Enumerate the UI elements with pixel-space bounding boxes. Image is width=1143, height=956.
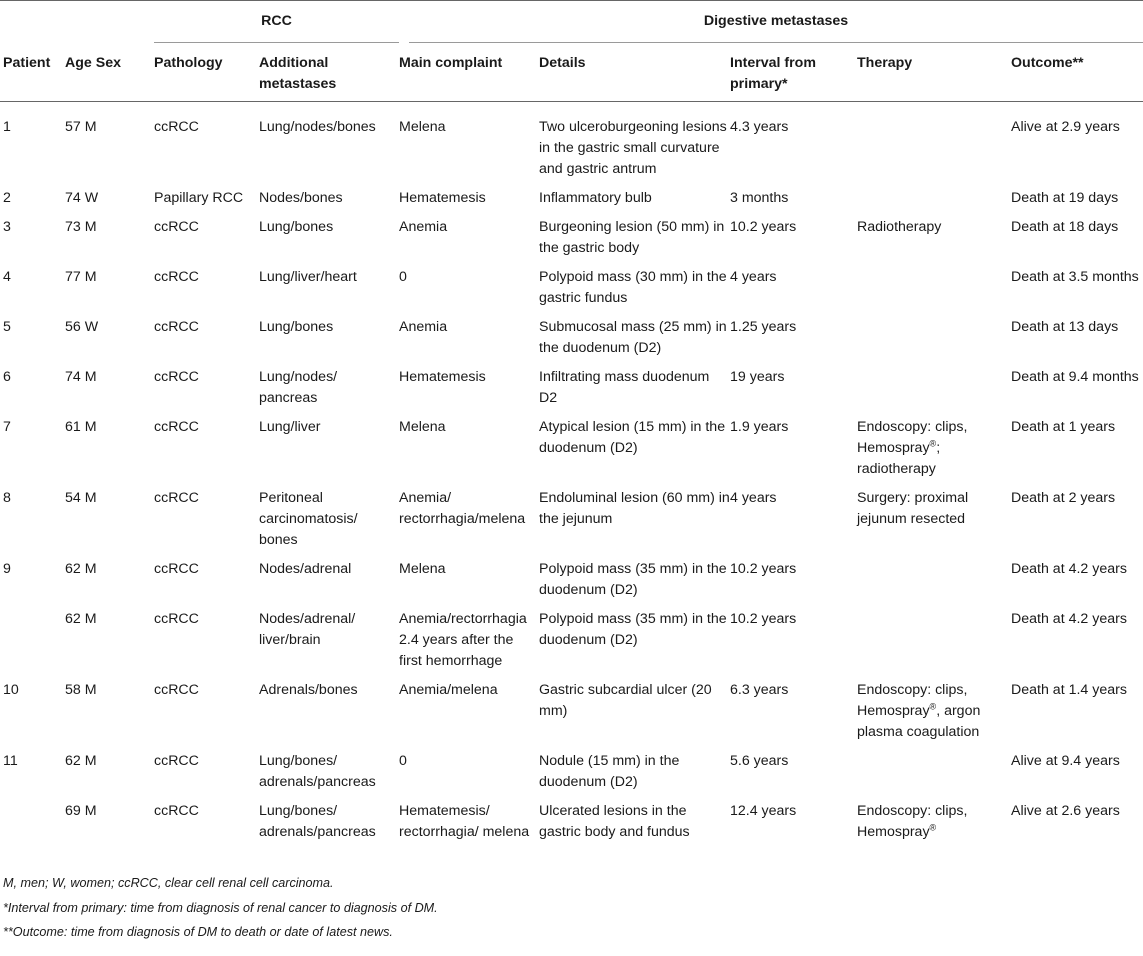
cell-details: Polypoid mass (30 mm) in the gastric fundus [539, 269, 727, 306]
cell-pathology: ccRCC [154, 119, 199, 135]
cell-age-sex: 69 M [65, 803, 97, 819]
cell-therapy: Endoscopy: clips, Hemospray®; radiotherapy [857, 419, 968, 477]
cell-details: Burgeoning lesion (50 mm) in the gastric body [539, 219, 725, 256]
cell-additional: Lung/liver [259, 419, 321, 435]
cell-details: Polypoid mass (35 mm) in the duodenum (D2) [539, 561, 727, 598]
cell-additional: Lung/bones/ adrenals/pancreas [259, 803, 376, 840]
cell-complaint: Melena [399, 561, 446, 577]
cell-complaint: Melena [399, 119, 446, 135]
cell-outcome: Death at 9.4 months [1011, 369, 1139, 385]
cell-age-sex: 73 M [65, 219, 97, 235]
cell-pathology: ccRCC [154, 490, 199, 506]
group-header-digestive: Digestive metastases [399, 0, 1143, 43]
cell-outcome: Death at 18 days [1011, 219, 1119, 235]
cell-age-sex: 54 M [65, 490, 97, 506]
cell-outcome: Death at 1 years [1011, 419, 1116, 435]
cell-age-sex: 74 W [65, 190, 99, 206]
cell-complaint: Melena [399, 419, 446, 435]
cell-interval: 4.3 years [730, 119, 789, 135]
cell-interval: 3 months [730, 190, 789, 206]
table-row [0, 262, 1143, 312]
cell-details: Endoluminal lesion (60 mm) in the jejunum [539, 490, 730, 527]
cell-additional: Peritoneal carcinomatosis/ bones [259, 490, 358, 548]
cell-age-sex: 74 M [65, 369, 97, 385]
cell-additional: Nodes/adrenal/ liver/brain [259, 611, 356, 648]
cell-details: Nodule (15 mm) in the duodenum (D2) [539, 753, 680, 790]
footnote: *Interval from primary: time from diagnosis of renal cancer to diagnosis of DM. [3, 901, 438, 915]
cell-interval: 10.2 years [730, 219, 797, 235]
cell-therapy [857, 554, 1011, 604]
cell-additional: Lung/liver/heart [259, 269, 357, 285]
cell-patient [0, 604, 65, 675]
cell-details: Gastric subcardial ulcer (20 mm) [539, 682, 712, 719]
cell-therapy: Surgery: proximal jejunum resected [857, 490, 969, 527]
table-row [0, 362, 1143, 412]
cell-complaint: Hematemesis [399, 369, 486, 385]
cell-additional: Lung/bones [259, 319, 334, 335]
cell-complaint: Hematemesis/ rectorrhagia/ melena [399, 803, 530, 840]
table-row [0, 102, 1143, 183]
table-row [0, 483, 1143, 554]
cell-pathology: ccRCC [154, 269, 199, 285]
table-body [0, 102, 1143, 846]
cell-patient: 2 [3, 190, 11, 206]
cell-outcome: Alive at 2.9 years [1011, 119, 1120, 135]
cell-complaint: Anemia [399, 219, 448, 235]
cell-age-sex: 56 W [65, 319, 99, 335]
cell-interval: 5.6 years [730, 753, 789, 769]
cell-therapy: Radiotherapy [857, 219, 942, 235]
cell-complaint: Anemia/rectorrhagia 2.4 years after the first hemorrhage [399, 611, 527, 669]
column-header-row [0, 43, 1143, 102]
cell-age-sex: 61 M [65, 419, 97, 435]
column-header-complaint: Main complaint [399, 55, 503, 71]
cell-complaint: 0 [399, 269, 407, 285]
cell-pathology: ccRCC [154, 682, 199, 698]
column-header-patient: Patient [3, 55, 51, 71]
cell-details: Two ulceroburgeoning lesions in the gastric small curvature and gastric antrum [539, 119, 727, 177]
cell-pathology: ccRCC [154, 753, 199, 769]
table-row [0, 554, 1143, 604]
cell-patient: 1 [3, 119, 11, 135]
cell-age-sex: 58 M [65, 682, 97, 698]
cell-therapy [857, 102, 1011, 183]
table-row [0, 412, 1143, 483]
cell-age-sex: 62 M [65, 753, 97, 769]
table-row [0, 675, 1143, 746]
cell-therapy [857, 362, 1011, 412]
cell-complaint: Hematemesis [399, 190, 486, 206]
cell-additional: Nodes/bones [259, 190, 343, 206]
table-row [0, 212, 1143, 262]
cell-therapy [857, 183, 1011, 212]
table-row [0, 183, 1143, 212]
cell-therapy [857, 604, 1011, 675]
cell-complaint: Anemia [399, 319, 448, 335]
cell-additional: Lung/bones [259, 219, 334, 235]
cell-pathology: ccRCC [154, 803, 199, 819]
cell-outcome: Alive at 9.4 years [1011, 753, 1120, 769]
cell-outcome: Death at 3.5 months [1011, 269, 1139, 285]
group-header-rcc: RCC [154, 0, 399, 43]
table-row [0, 312, 1143, 362]
cell-outcome: Death at 1.4 years [1011, 682, 1127, 698]
column-header-age-sex: Age Sex [65, 55, 121, 71]
cell-outcome: Alive at 2.6 years [1011, 803, 1120, 819]
column-header-interval: Interval from primary* [730, 55, 816, 92]
column-header-details: Details [539, 55, 586, 71]
cell-patient: 3 [3, 219, 11, 235]
table-row [0, 746, 1143, 796]
cell-interval: 19 years [730, 369, 785, 385]
cell-outcome: Death at 4.2 years [1011, 561, 1127, 577]
cell-details: Inflammatory bulb [539, 190, 652, 206]
column-header-outcome: Outcome** [1011, 55, 1084, 71]
cell-details: Polypoid mass (35 mm) in the duodenum (D2) [539, 611, 727, 648]
cell-interval: 6.3 years [730, 682, 789, 698]
cell-pathology: ccRCC [154, 561, 199, 577]
table-row [0, 796, 1143, 846]
cell-details: Ulcerated lesions in the gastric body and fundus [539, 803, 690, 840]
table-row [0, 604, 1143, 675]
cell-complaint: 0 [399, 753, 407, 769]
cell-pathology: ccRCC [154, 611, 199, 627]
cell-additional: Lung/bones/ adrenals/pancreas [259, 753, 376, 790]
cell-interval: 4 years [730, 490, 777, 506]
cell-patient: 7 [3, 419, 11, 435]
cell-outcome: Death at 4.2 years [1011, 611, 1127, 627]
cell-therapy: Endoscopy: clips, Hemospray® [857, 803, 968, 840]
cell-therapy [857, 312, 1011, 362]
cell-outcome: Death at 13 days [1011, 319, 1119, 335]
cell-therapy [857, 746, 1011, 796]
cell-interval: 1.9 years [730, 419, 789, 435]
cell-interval: 4 years [730, 269, 777, 285]
cell-additional: Nodes/adrenal [259, 561, 352, 577]
cell-age-sex: 62 M [65, 561, 97, 577]
cell-patient: 8 [3, 490, 11, 506]
cell-pathology: ccRCC [154, 219, 199, 235]
column-header-pathology: Pathology [154, 55, 223, 71]
cell-complaint: Anemia/ rectorrhagia/melena [399, 490, 526, 527]
cell-details: Infiltrating mass duodenum D2 [539, 369, 710, 406]
cell-patient: 4 [3, 269, 11, 285]
cell-patient: 9 [3, 561, 11, 577]
cell-patient [0, 796, 65, 846]
cell-age-sex: 62 M [65, 611, 97, 627]
cell-patient: 5 [3, 319, 11, 335]
column-header-additional: Additional metastases [259, 55, 337, 92]
cell-interval: 10.2 years [730, 561, 797, 577]
footnote: M, men; W, women; ccRCC, clear cell renal cell carcinoma. [3, 876, 334, 890]
cell-additional: Lung/nodes/bones [259, 119, 376, 135]
cell-details: Submucosal mass (25 mm) in the duodenum (D2) [539, 319, 727, 356]
cell-therapy: Endoscopy: clips, Hemospray®, argon plasma coagulation [857, 682, 981, 740]
cell-therapy [857, 262, 1011, 312]
cell-age-sex: 77 M [65, 269, 97, 285]
cell-additional: Lung/nodes/ pancreas [259, 369, 338, 406]
cell-additional: Adrenals/bones [259, 682, 358, 698]
cell-pathology: ccRCC [154, 369, 199, 385]
cell-pathology: Papillary RCC [154, 190, 244, 206]
footnote: **Outcome: time from diagnosis of DM to death or date of latest news. [3, 925, 393, 939]
column-header-therapy: Therapy [857, 55, 913, 71]
cell-interval: 1.25 years [730, 319, 797, 335]
cell-pathology: ccRCC [154, 419, 199, 435]
cell-complaint: Anemia/melena [399, 682, 498, 698]
cell-patient: 6 [3, 369, 11, 385]
cell-pathology: ccRCC [154, 319, 199, 335]
cell-patient: 10 [3, 682, 19, 698]
cell-patient: 11 [3, 753, 18, 769]
cell-outcome: Death at 19 days [1011, 190, 1119, 206]
cell-age-sex: 57 M [65, 119, 97, 135]
cell-details: Atypical lesion (15 mm) in the duodenum (D2) [539, 419, 726, 456]
cell-interval: 10.2 years [730, 611, 797, 627]
cell-interval: 12.4 years [730, 803, 797, 819]
cell-outcome: Death at 2 years [1011, 490, 1116, 506]
